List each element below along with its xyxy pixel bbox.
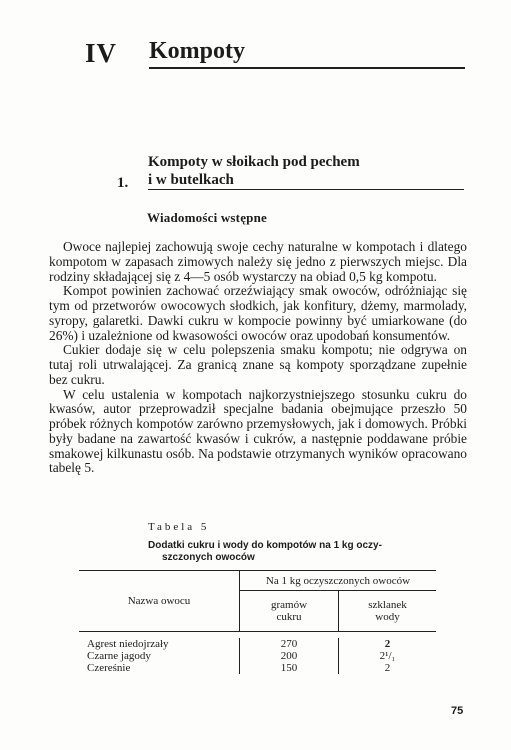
table-row bbox=[79, 638, 436, 650]
table-label: Tabela 5 bbox=[148, 521, 210, 533]
paragraph: W celu ustalenia w kompotach najkorzystniejszego stosunku cukru do kwasów, autor przeprowadził specjalne badania obejmujące przeszło 50 próbek różnych kompotów zarówno przemysłowych, jak i domowych. Próbki były badane na zawartość kwasów i cukrów, a następnie poddawane próbie smakowej kilkunastu osób. Na podstawie otrzymanych wyników opracowano tabelę 5. bbox=[49, 386, 467, 476]
table-caption-line2: szczonych owoców bbox=[162, 552, 255, 563]
table-caption bbox=[148, 540, 448, 564]
section-number: 1. bbox=[117, 175, 129, 191]
paragraph: Kompot powinien zachować orzeźwiający smak owoców, odróżniając się tym od przetworów owocowych słodkich, jak konfitury, dżemy, marmolady, syropy, galaretki. Dawki cukru w kompocie powinny być umiarkowane (do 26%) i uzależnione od kwasowości owoców oraz upodobań konsumentów. bbox=[49, 283, 467, 343]
sugar-water-table bbox=[79, 570, 436, 674]
water-glasses: 2 bbox=[384, 638, 391, 650]
subheading: Wiadomości wstępne bbox=[147, 210, 268, 225]
section-title-line1: Kompoty w słoikach pod pechem bbox=[148, 154, 360, 170]
table-caption-line1: Dodatki cukru i wody do kompotów na 1 kg oczy- bbox=[148, 540, 382, 551]
chapter-title: Kompoty bbox=[149, 38, 245, 64]
water-glasses: 2 bbox=[384, 662, 391, 674]
sugar-grams: 200 bbox=[240, 650, 339, 662]
table-row bbox=[79, 662, 436, 674]
body-text bbox=[49, 240, 467, 476]
table-row bbox=[79, 650, 436, 662]
sugar-grams: 150 bbox=[240, 662, 339, 674]
water-glasses: 2¹/₁ bbox=[379, 650, 396, 662]
chapter-number: IV bbox=[85, 38, 118, 68]
column-header-fruit-name: Nazwa owocu bbox=[79, 571, 240, 632]
page-number: 75 bbox=[451, 705, 464, 717]
column-group-header: Na 1 kg oczyszczonych owoców bbox=[240, 571, 437, 591]
fruit-name: Czereśnie bbox=[87, 662, 131, 674]
chapter-divider bbox=[149, 67, 465, 69]
fruit-name: Agrest niedojrzały bbox=[87, 638, 169, 650]
sugar-grams: 270 bbox=[240, 638, 339, 650]
section-title bbox=[148, 153, 468, 189]
paragraph: Cukier dodaje się w celu polepszenia smaku kompotu; nie odgrywa on tutaj roli utrwalającej. Za granicą znane są kompoty sporządzane zupełnie bez cukru. bbox=[49, 342, 467, 387]
column-header-water: szklanek wody bbox=[339, 591, 437, 632]
section-divider bbox=[148, 189, 464, 190]
fruit-name: Czarne jagody bbox=[87, 650, 151, 662]
paragraph: Owoce najlepiej zachowują swoje cechy naturalne w kompotach i dlatego kompotom w zapasach zimowych należy się jedno z pierwszych miejsc. Dla rodziny składającej się z 4—5 osób wystarczy na obiad 0,5 kg kompotu. bbox=[49, 239, 467, 284]
column-header-sugar: gramów cukru bbox=[240, 591, 339, 632]
section-title-line2: i w butelkach bbox=[148, 172, 234, 188]
